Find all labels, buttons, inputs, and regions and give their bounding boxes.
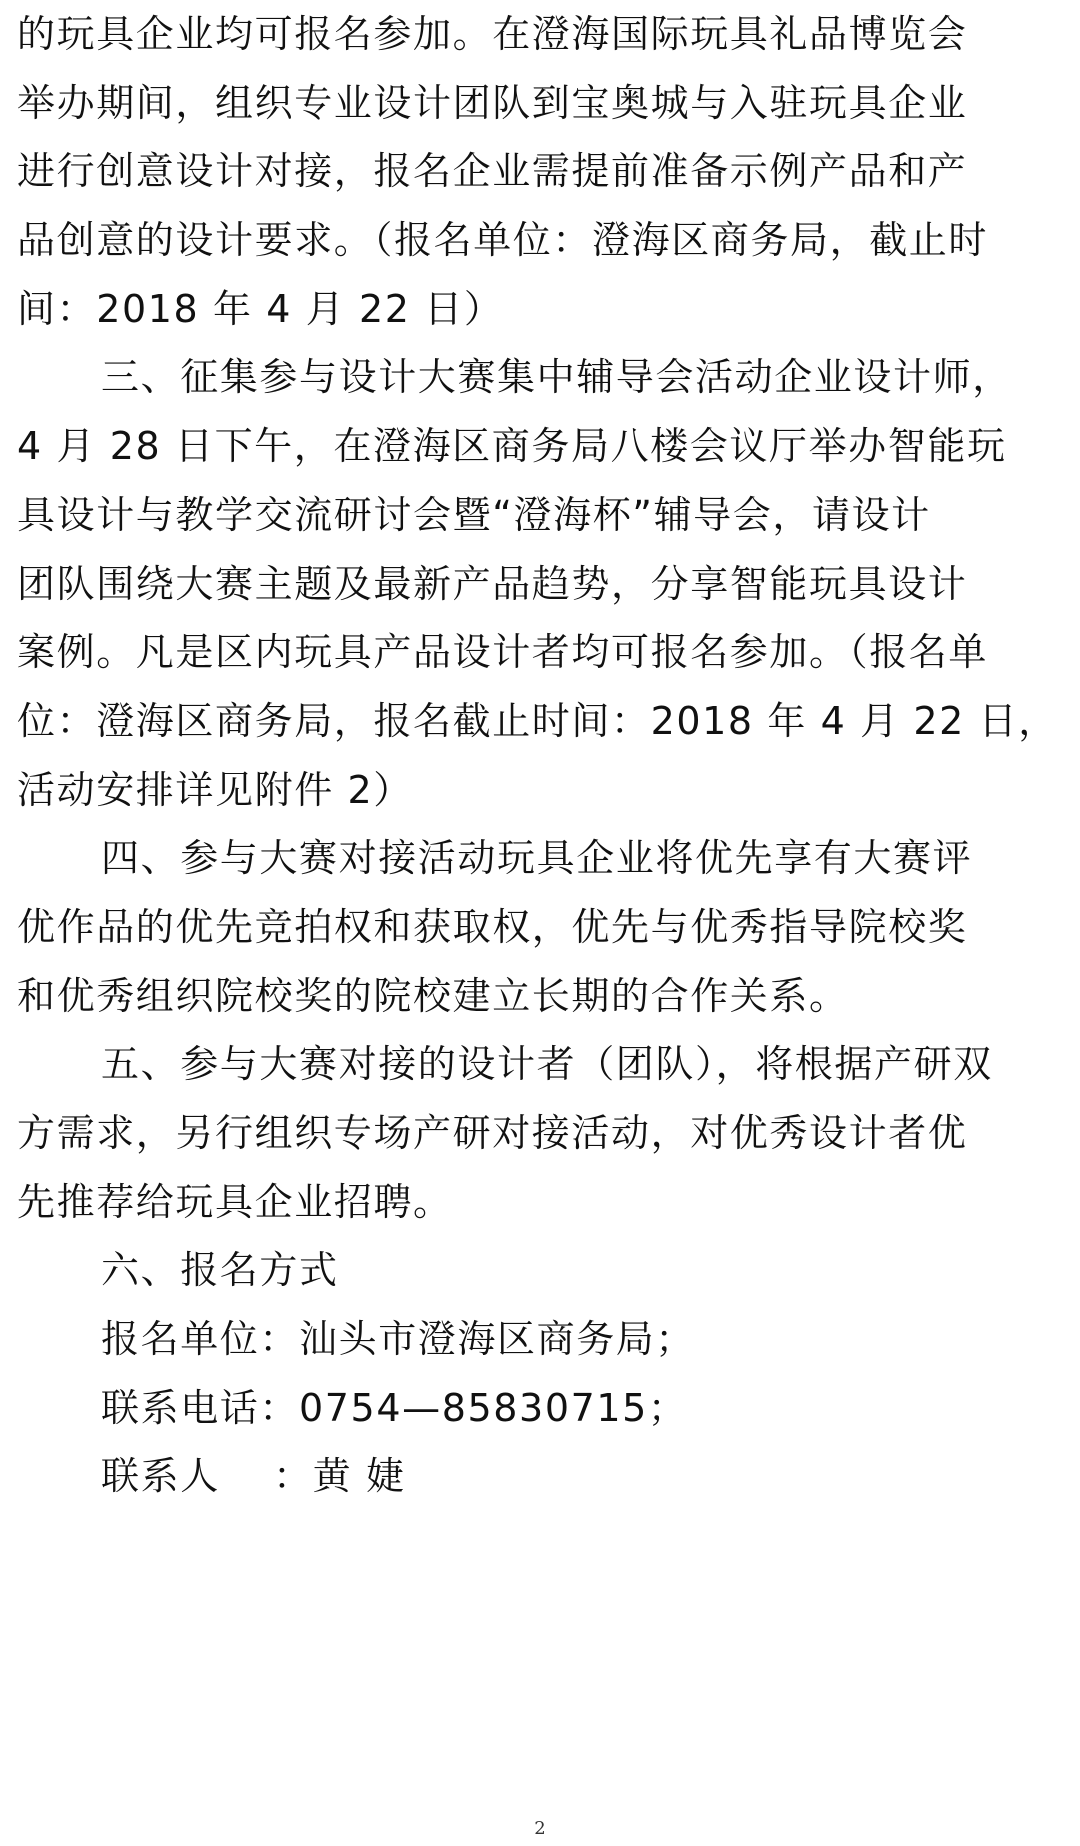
text-line: 4 月 28 日下午，在澄海区商务局八楼会议厅举办智能玩: [17, 424, 1007, 469]
text-line: 的玩具企业均可报名参加。在澄海国际玩具礼品博览会: [17, 12, 968, 56]
text-line: 先推荐给玩具企业招聘。: [17, 1179, 453, 1224]
text-line: 优作品的优先竞拍权和获取权，优先与优秀指导院校奖: [17, 904, 968, 949]
text-line: 举办期间，组织专业设计团队到宝奥城与入驻玩具企业: [17, 80, 968, 125]
text-line: 和优秀组织院校奖的院校建立长期的合作关系。: [17, 973, 849, 1018]
text-line: 团队围绕大赛主题及最新产品趋势，分享智能玩具设计: [17, 561, 968, 606]
text-line: 案例。凡是区内玩具产品设计者均可报名参加。（报名单: [17, 630, 989, 675]
page-number: 2: [534, 1818, 546, 1839]
text-line: 间：2018 年 4 月 22 日）: [17, 286, 504, 331]
section-six-heading: 六、报名方式: [101, 1248, 339, 1293]
text-line: 具设计与教学交流研讨会暨“澄海杯”辅导会，请设计: [17, 492, 931, 537]
text-line: 方需求，另行组织专场产研对接活动，对优秀设计者优: [17, 1111, 968, 1155]
section-four-heading-line: 四、参与大赛对接活动玩具企业将优先享有大赛评: [101, 836, 973, 881]
section-three-heading-line: 三、征集参与设计大赛集中辅导会活动企业设计师，: [101, 355, 1012, 400]
body-text: [17, 0, 1067, 1511]
contact-phone: 联系电话：0754—85830715；: [101, 1385, 688, 1430]
text-line: 活动安排详见附件 2）: [17, 767, 413, 812]
section-five-heading-line: 五、参与大赛对接的设计者（团队），将根据产研双: [101, 1042, 993, 1087]
text-line: 位：澄海区商务局，报名截止时间：2018 年 4 月 22 日，: [17, 698, 1058, 743]
contact-person: 联系人 ：黄 婕: [101, 1454, 406, 1499]
text-line: 品创意的设计要求。（报名单位：澄海区商务局，截止时: [17, 218, 989, 263]
registration-unit: 报名单位：汕头市澄海区商务局；: [101, 1317, 696, 1362]
text-line: 进行创意设计对接，报名企业需提前准备示例产品和产: [17, 149, 968, 194]
